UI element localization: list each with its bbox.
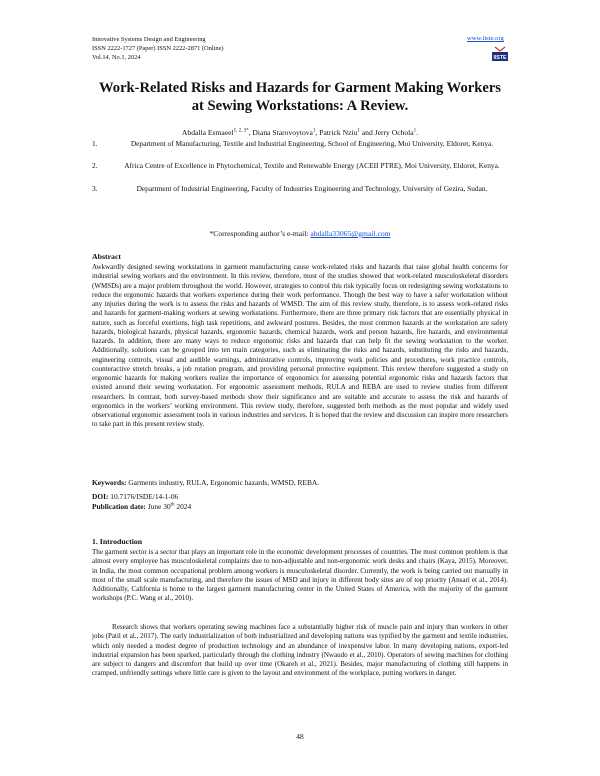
corresponding-label: *Corresponding author’s e-mail: [209, 229, 311, 238]
affiliation-text: Department of Manufacturing, Textile and Industrial Engineering, School of Engineering, Moi University, Eldoret, Kenya. [130, 139, 494, 148]
introduction-heading: 1. Introduction [92, 537, 143, 546]
abstract-text: Awkwardly designed sewing workstations in garment manufacturing cause work-related risks and hazards that raise global health concerns for industrial sewing workers and the environment. In this review, therefore, most of the studies showed that work-related musculoskeletal disorders (WMSDs) are a major problem throughout the world. However, strategies to control this risk typically focus on redesigning sewing workstations to reduce the ergonomic hazards that workers experience during their work performance. Though the best way to have a safer workstation without any injuries during the work is to assess the risks and hazards of WMSD. The aim of this review study, therefore, is to assess work-related risks and hazards for garment-making workers at sewing workstations. Furthermore, there are three primary risk factors that are essentially physical in nature, such as forceful exertions, high task repetitions, and awkward postures. Besides, the most common hazards at the workstation are safety hazards, biological hazards, physical hazards, ergonomic hazards, chemical hazards, work and person hazards, fire hazards, and environmental hazards. In addition, there are many ways to reduce ergonomic risks and hazards that can help fit the sewing workstation to the worker. Additionally, solutions can be grouped into ten main categories, such as eliminating the risks and hazards, substituting the risks and hazards, engineering controls, visual and audible warnings, administrative controls, improving work policies and procedures, work practice controls, counteractive stretch breaks, a job rotation program, and providing personal protective equipment. This review therefore suggested a study on ergonomic hazards for making workers realize the importance of ergonomics for assessing potential ergonomic risks and hazards factors that existed around their sewing workstation. For ergonomic assessment methods, RULA and REBA are used to review studies from different researchers. In contrast, both survey-based methods show their significance and are suitable and accurate to assess the risk and hazards of ergonomics in the workers’ working environment. This review study, therefore, suggested both methods as the most popular and widely used observational ergonomic assessment tools in various industries and services. It is hoped that the review and discussion can inspire more researchers to take part in this present review study. [92, 263, 508, 429]
author-affiliation-mark: 1 [357, 128, 360, 134]
corresponding-email-link[interactable]: abdalla33065@gmail.com [310, 229, 391, 238]
author-affiliation-mark: 1 [312, 128, 316, 134]
publication-date-value: June 30 [146, 502, 171, 511]
paper-title-line-1: Work-Related Risks and Hazards for Garment Making Workers [98, 80, 501, 96]
journal-name: Innovative Systems Design and Engineering [92, 36, 206, 43]
journal-issn: ISSN 2222-1727 (Paper) ISSN 2222-2871 (Online) [92, 45, 224, 53]
author-name: , Diana Starovoytova [248, 128, 313, 137]
affiliation-text: Africa Centre of Excellence in Phytochemical, Textile and Renewable Energy (ACEII PTRE), Moi University, Eldoret, Kenya. [124, 161, 500, 170]
affiliation-2 [92, 161, 512, 170]
publication-date-suffix: th [170, 502, 175, 508]
introduction-paragraph-2: Research shows that workers operating sewing machines face a substantially higher risk of muscle pain and injury than workers in other jobs (Patil et al., 2017). The early industrialization of both industrialized and developing nations was typified by the garment and textile industries, which only needed a modest degree of production technology and an abundance of inexpensive labor. In many developing nations, export-led industrial expansion has been sparked, particularly through the clothing industry (Nwaudo et al., 2010). Operators of sewing machines for clothing are subject to dangers and discomfort that build up over time (Okareh et al., 2021). Besides, major manufacturing of clothing still happens in cramped, unfriendly settings where little care is given to the layout and environment of the workplace, putting workers in danger. [92, 623, 508, 678]
author-list [60, 128, 540, 138]
keywords-label: Keywords: [92, 478, 127, 487]
author-affiliation-mark: 1 [413, 128, 417, 134]
keywords-line [92, 478, 319, 488]
publication-date-label: Publication date: [92, 502, 146, 511]
affiliation-number: 1. [92, 139, 98, 148]
paper-title [60, 79, 540, 115]
corresponding-author [60, 229, 540, 239]
iiste-logo [491, 46, 509, 62]
affiliation-text: Department of Industrial Engineering, Faculty of Industries Engineering and Technology, University of Gezira, Sudan. [136, 184, 488, 193]
affiliation-3 [92, 184, 512, 193]
keywords-value: Garments industry, RULA, Ergonomic hazards, WMSD, REBA. [126, 478, 320, 487]
affiliation-number: 3. [92, 184, 98, 193]
publication-date-line [92, 502, 191, 512]
doi-line [92, 492, 178, 502]
doi-value: 10.7176/ISDE/14-1-06 [108, 492, 179, 501]
publication-date-year: 2024 [174, 502, 192, 511]
affiliation-number: 2. [92, 161, 98, 170]
affiliation-1 [92, 139, 512, 148]
abstract-heading: Abstract [92, 252, 122, 261]
journal-url-link[interactable]: www.iiste.org [467, 35, 504, 42]
page-number: 48 [296, 732, 304, 741]
introduction-paragraph-1: The garment sector is a sector that plays an important role in the economic development processes of countries. The most common problem is that almost every employee has musculoskeletal complaints due to non-adjustable and non-ergonomic work desks and chairs (Kaya, 2015). Moreover, in India, the most common occupational problem among workers is musculoskeletal disorder. Currently, the work is being carried out manually in most of the small scale manufacturing, and therefore the issues of MSD and injury in different body sites are of top priority (Ansari et al., 2014). Additionally, California is home to the largest garment manufacturing center in the United States of America, with the majority of the garment workshops (P.C. Wang et al., 2010). [92, 548, 508, 603]
author-name: and Jerry Ochola [359, 128, 414, 137]
author-name: , Patrick Nziu [315, 128, 358, 137]
paper-title-line-2: at Sewing Workstations: A Review. [191, 98, 409, 114]
svg-text:IISTE: IISTE [493, 55, 507, 62]
author-affiliation-mark: 1, 2, 3* [233, 128, 249, 134]
journal-header [92, 35, 224, 63]
author-name: Abdalla Esmaeel [181, 128, 234, 137]
journal-volume: Vol.14, No.1, 2024 [92, 54, 141, 62]
doi-label: DOI: [92, 492, 109, 501]
author-list-end: . [416, 128, 419, 137]
